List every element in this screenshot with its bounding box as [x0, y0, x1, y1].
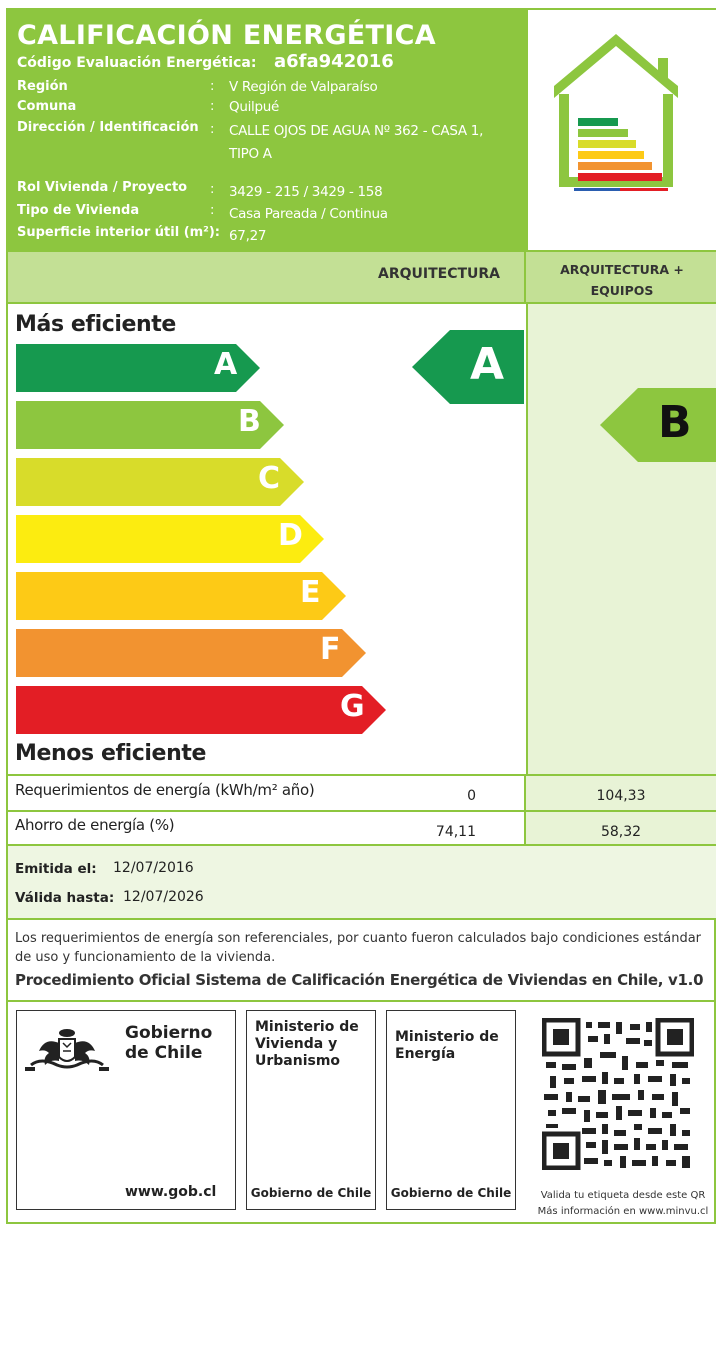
- rating-letter: C: [258, 461, 281, 496]
- energy-requirement-full-cell: [524, 776, 716, 810]
- rating-letter: B: [238, 404, 261, 439]
- surface-value: 67,27: [229, 228, 267, 244]
- minvu-logo: [246, 1010, 376, 1210]
- full-rating-marker: [600, 388, 716, 462]
- field-colon: :: [210, 182, 215, 197]
- energy-savings-architecture: 74,11: [435, 824, 476, 840]
- valid-until-label: Válida hasta:: [15, 890, 115, 906]
- evaluation-code-value: a6fa942016: [274, 51, 394, 72]
- energia-name: Ministerio de Energía: [395, 1029, 499, 1062]
- rol-value: 3429 - 215 / 3429 - 158: [229, 184, 383, 200]
- minvu-footer: Gobierno de Chile: [250, 1186, 372, 1200]
- rating-bar-shape: [16, 572, 346, 620]
- field-colon: :: [210, 99, 215, 114]
- most-efficient-label: Más eficiente: [15, 312, 176, 337]
- full-rating-column: [526, 304, 716, 774]
- least-efficient-label: Menos eficiente: [15, 741, 206, 766]
- house-icon: [528, 10, 718, 250]
- address-value-line2: TIPO A: [229, 146, 272, 162]
- energy-requirement-label: Requerimientos de energía (kWh/m² año): [15, 781, 315, 799]
- rating-letter: G: [340, 689, 365, 724]
- issued-value: 12/07/2016: [113, 860, 194, 876]
- valid-until-value: 12/07/2026: [123, 889, 204, 905]
- evaluation-code-label: Código Evaluación Energética:: [17, 55, 257, 71]
- institution-logos: [8, 1000, 716, 1224]
- energy-savings-full: 58,32: [600, 824, 642, 840]
- rating-bar-shape: [16, 629, 366, 677]
- energy-savings-full-cell: [524, 812, 716, 844]
- energy-house-logo: [526, 10, 716, 252]
- field-colon: :: [210, 79, 215, 94]
- disclaimer-text: Los requerimientos de energía son referenciales, por cuanto fueron calculados bajo condiciones estándar de uso y funcionamiento de la vivienda.: [15, 931, 702, 965]
- full-rating-column-title: ARQUITECTURA + EQUIPOS: [560, 262, 684, 298]
- gobierno-name: Gobierno de Chile: [125, 1023, 213, 1063]
- energy-requirement-full: 104,33: [596, 788, 646, 804]
- qr-instructions: Valida tu etiqueta desde este QR Más información en www.minvu.cl: [537, 1190, 709, 1217]
- architecture-rating-letter: A: [470, 339, 505, 390]
- housing-type-label: Tipo de Vivienda: [17, 203, 140, 218]
- rating-bar-b: [16, 401, 284, 449]
- energy-requirement-row: [8, 774, 716, 810]
- energy-label: [6, 8, 716, 1224]
- address-label: Dirección / Identificación: [17, 120, 199, 135]
- rating-letter: F: [320, 632, 341, 667]
- full-rating-letter: B: [658, 397, 692, 448]
- rating-bar-shape: [16, 686, 386, 734]
- commune-value: Quilpué: [229, 99, 280, 115]
- energy-savings-row: [8, 810, 716, 844]
- energia-footer: Gobierno de Chile: [390, 1186, 512, 1200]
- energy-requirement-architecture: 0: [467, 788, 476, 804]
- notes-section: [8, 918, 716, 1000]
- rating-letter: D: [278, 518, 303, 553]
- column-header-band: [8, 252, 716, 304]
- rating-bar-g: [16, 686, 386, 734]
- procedure-text: Procedimiento Oficial Sistema de Calificación Energética de Viviendas en Chile, v1.0: [15, 971, 704, 989]
- issued-label: Emitida el:: [15, 861, 97, 877]
- label-title: CALIFICACIÓN ENERGÉTICA: [17, 20, 436, 51]
- label-header: [8, 10, 526, 252]
- gobierno-url: www.gob.cl: [125, 1184, 217, 1200]
- region-label: Región: [17, 79, 68, 94]
- chile-coat-of-arms-icon: [25, 1021, 115, 1081]
- architecture-rating-marker: [412, 330, 524, 404]
- gobierno-de-chile-logo: [16, 1010, 236, 1210]
- rating-letter: A: [214, 347, 238, 382]
- rating-marker-shape: [412, 330, 524, 404]
- field-colon: :: [210, 203, 215, 218]
- address-value: CALLE OJOS DE AGUA Nº 362 - CASA 1,: [229, 123, 484, 139]
- rating-bar-f: [16, 629, 366, 677]
- rating-letter: E: [300, 575, 321, 610]
- architecture-column-title: ARQUITECTURA: [377, 266, 500, 282]
- commune-label: Comuna: [17, 99, 77, 114]
- qr-code-icon[interactable]: [542, 1018, 694, 1170]
- rating-bar-d: [16, 515, 324, 563]
- surface-unit: (m²):: [183, 225, 221, 240]
- region-value: V Región de Valparaíso: [229, 79, 378, 95]
- field-colon: :: [210, 122, 215, 137]
- minvu-name: Ministerio de Vivienda y Urbanismo: [255, 1019, 359, 1069]
- energy-savings-label: Ahorro de energía (%): [15, 816, 175, 834]
- validity-dates: [8, 844, 716, 918]
- rating-bar-e: [16, 572, 346, 620]
- rol-label: Rol Vivienda / Proyecto: [17, 180, 188, 195]
- surface-label: Superficie interior útil (m²):: [17, 225, 221, 240]
- rating-bar-a: [16, 344, 260, 392]
- housing-type-value: Casa Pareada / Continua: [229, 206, 388, 222]
- column-divider: [524, 252, 526, 304]
- rating-bar-c: [16, 458, 304, 506]
- ministerio-energia-logo: [386, 1010, 516, 1210]
